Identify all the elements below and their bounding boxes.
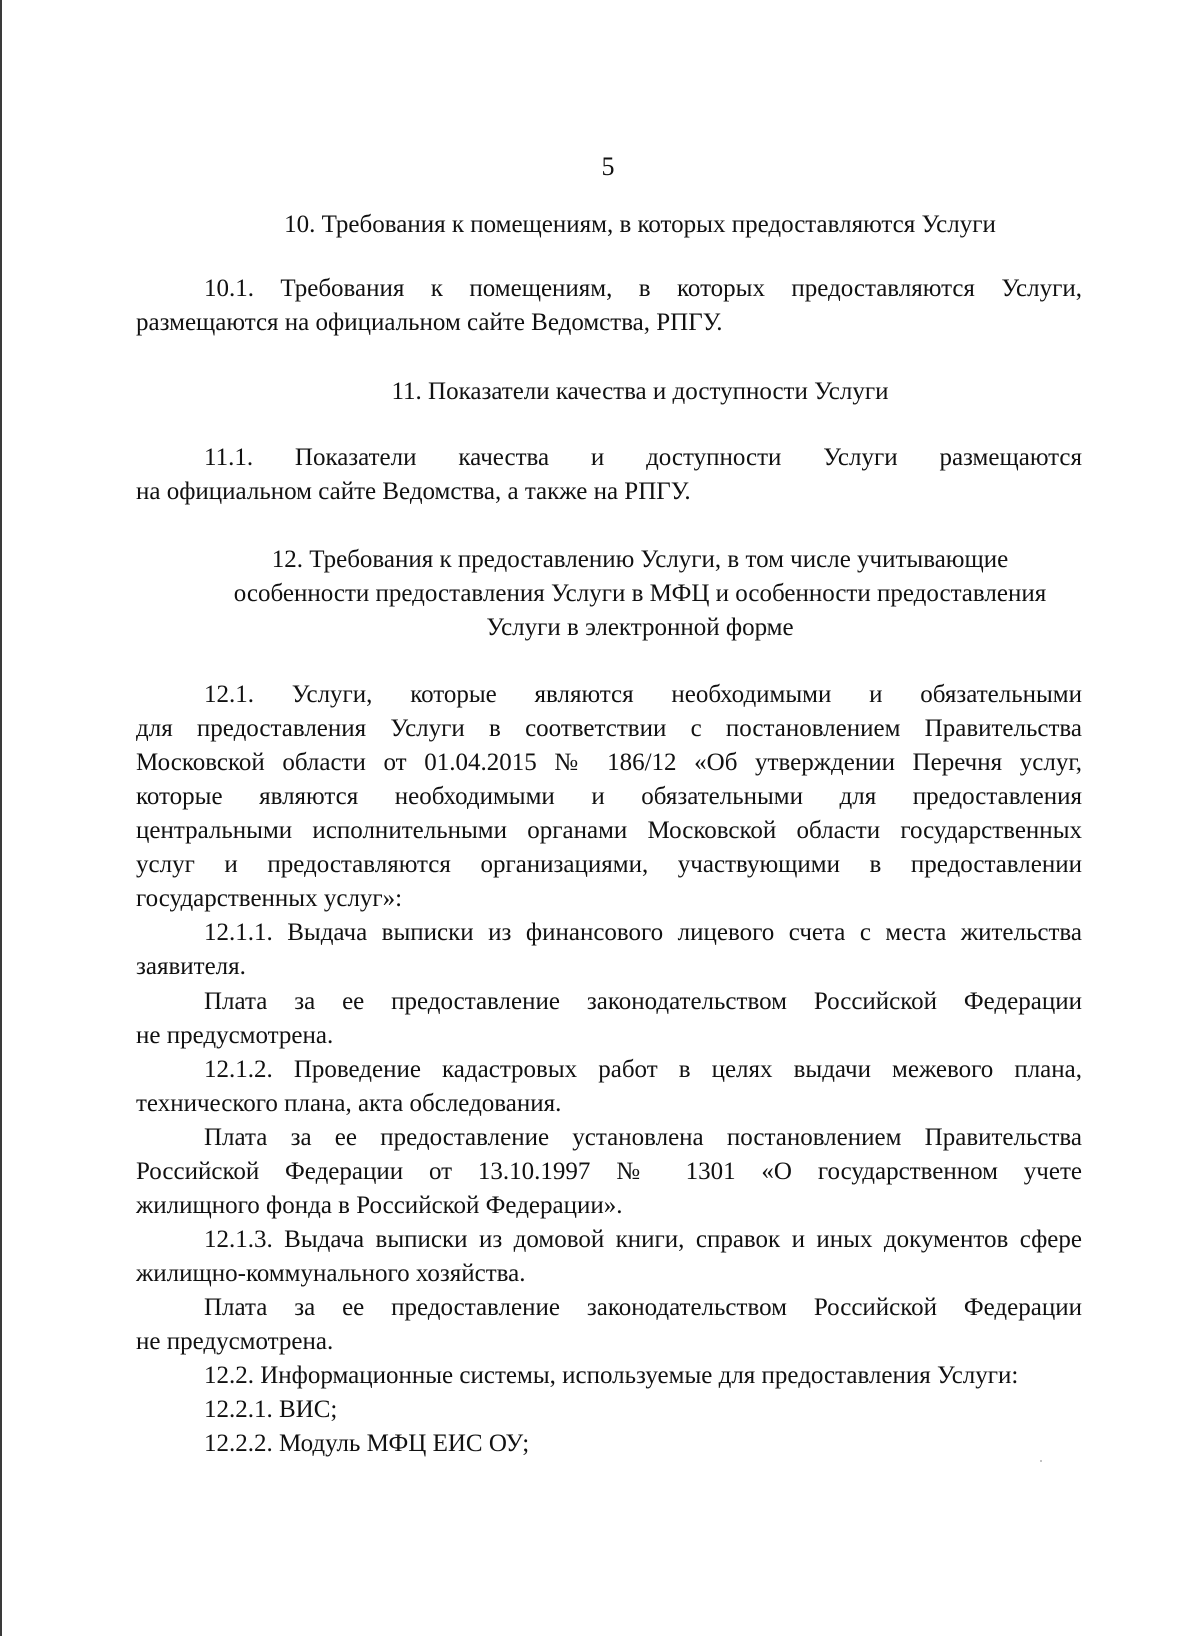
paragraph-line: Плата за ее предоставление установлена постановлением Правительства: [204, 1124, 1082, 1151]
paragraph-line: не предусмотрена.: [136, 1022, 334, 1049]
paragraph-12-1-2-fee: [136, 1121, 1082, 1223]
paragraph-line: 11.1. Показатели качества и доступности Услуги размещаются: [204, 444, 1082, 471]
paragraph-line: Плата за ее предоставление законодательством Российской Федерации: [204, 988, 1082, 1015]
paragraph-line: услуг и предоставляются организациями, участвующими в предоставлении: [136, 851, 1082, 878]
heading-line: 12. Требования к предоставлению Услуги, в том числе учитывающие: [271, 546, 1009, 573]
paragraph-line: государственных услуг»:: [136, 885, 403, 912]
paragraph-12-1-1: [136, 916, 1082, 984]
paragraph-line: на официальном сайте Ведомства, а также на РПГУ.: [136, 478, 691, 505]
paragraph-12-1-2: [136, 1053, 1082, 1121]
scan-speck: [1040, 1460, 1042, 1462]
paragraph-11-1: [136, 441, 1082, 509]
paragraph-line: для предоставления Услуги в соответствии с постановлением Правительства: [136, 715, 1082, 742]
heading-line: особенности предоставления Услуги в МФЦ и особенности предоставления: [233, 580, 1047, 607]
page-number: 5: [601, 152, 615, 181]
paragraph-line: которые являются необходимыми и обязательными для предоставления: [136, 783, 1082, 810]
paragraph-12-1-1-fee: [136, 985, 1082, 1053]
paragraph-12-1-3-fee: [136, 1291, 1082, 1359]
paragraph-line: Плата за ее предоставление законодательством Российской Федерации: [204, 1294, 1082, 1321]
paragraph-12-1: [136, 678, 1082, 916]
heading-line: Услуги в электронной форме: [486, 614, 794, 641]
paragraph-line: не предусмотрена.: [136, 1328, 334, 1355]
paragraph-line: размещаются на официальном сайте Ведомства, РПГУ.: [136, 309, 723, 336]
paragraph-line: 12.1. Услуги, которые являются необходимыми и обязательными: [204, 681, 1082, 708]
paragraph-12-2-1: 12.2.1. ВИС;: [204, 1396, 338, 1423]
scan-left-edge: [0, 0, 2, 1636]
paragraph-line: заявителя.: [136, 953, 246, 980]
paragraph-12-2: 12.2. Информационные системы, используемые для предоставления Услуги:: [204, 1362, 1019, 1389]
paragraph-line: 12.1.1. Выдача выписки из финансового лицевого счета с места жительства: [204, 919, 1082, 946]
paragraph-line: жилищно-коммунального хозяйства.: [136, 1260, 526, 1287]
paragraph-line: центральными исполнительными органами Московской области государственных: [136, 817, 1082, 844]
paragraph-line: Московской области от 01.04.2015 № 186/12 «Об утверждении Перечня услуг,: [136, 749, 1082, 776]
paragraph-line: жилищного фонда в Российской Федерации».: [136, 1192, 623, 1219]
section-10-heading: 10. Требования к помещениям, в которых предоставляются Услуги: [284, 211, 996, 238]
section-11-heading: 11. Показатели качества и доступности Услуги: [391, 378, 889, 405]
paragraph-12-2-2: 12.2.2. Модуль МФЦ ЕИС ОУ;: [204, 1430, 530, 1457]
section-12-heading: [140, 543, 1140, 645]
paragraph-10-1: [136, 272, 1082, 340]
paragraph-line: 12.1.3. Выдача выписки из домовой книги, справок и иных документов сфере: [204, 1226, 1082, 1253]
paragraph-line: 12.1.2. Проведение кадастровых работ в целях выдачи межевого плана,: [204, 1056, 1082, 1083]
paragraph-line: Российской Федерации от 13.10.1997 № 1301 «О государственном учете: [136, 1158, 1082, 1185]
paragraph-12-1-3: [136, 1223, 1082, 1291]
paragraph-line: технического плана, акта обследования.: [136, 1090, 562, 1117]
paragraph-line: 10.1. Требования к помещениям, в которых предоставляются Услуги,: [204, 275, 1082, 302]
